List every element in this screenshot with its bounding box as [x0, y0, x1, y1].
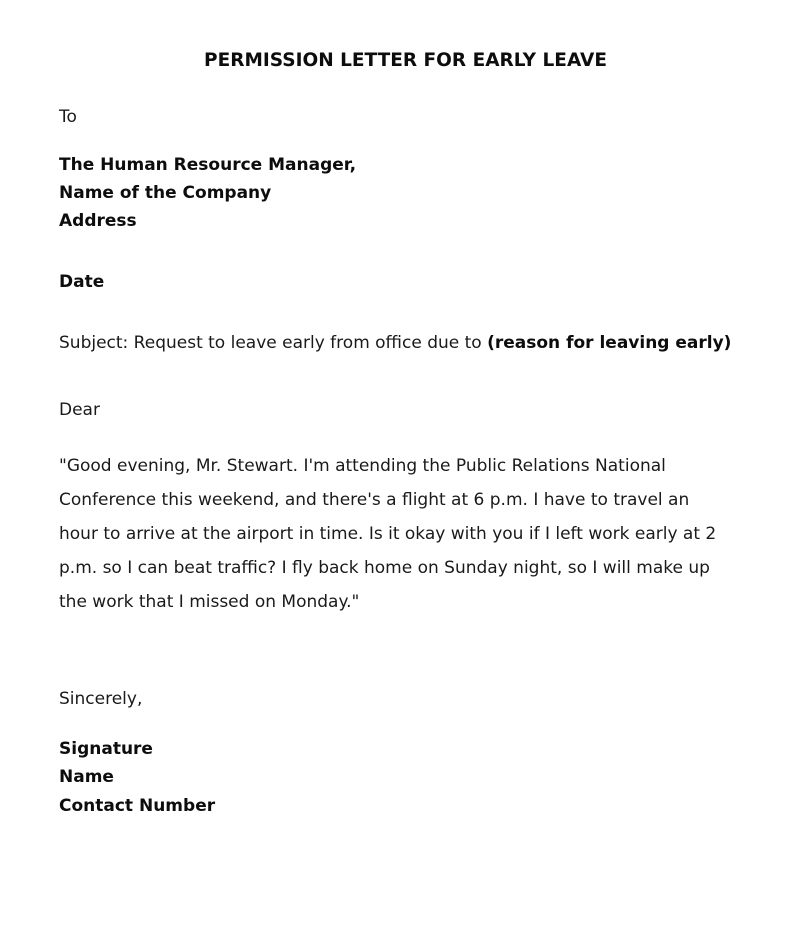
- subject-line: [59, 333, 731, 353]
- letter-title: PERMISSION LETTER FOR EARLY LEAVE: [204, 50, 607, 71]
- letter-body: [59, 449, 749, 619]
- body-line: hour to arrive at the airport in time. Is it okay with you if I left work early at 2: [59, 524, 717, 544]
- body-line: Conference this weekend, and there's a flight at 6 p.m. I have to travel an: [59, 490, 690, 510]
- name-field: Name: [59, 767, 114, 787]
- recipient-company: Name of the Company: [59, 183, 272, 203]
- recipient-address: Address: [59, 211, 137, 231]
- signature-field: Signature: [59, 739, 153, 759]
- body-line: the work that I missed on Monday.": [59, 592, 360, 612]
- date-field: Date: [59, 272, 105, 292]
- to-label: To: [59, 107, 77, 127]
- body-line: p.m. so I can beat traffic? I fly back home on Sunday night, so I will make up: [59, 558, 710, 578]
- body-line: "Good evening, Mr. Stewart. I'm attending the Public Relations National: [59, 456, 666, 476]
- closing: Sincerely,: [59, 689, 143, 709]
- subject-reason-placeholder: (reason for leaving early): [487, 333, 732, 353]
- greeting: Dear: [59, 400, 100, 420]
- contact-number-field: Contact Number: [59, 796, 216, 816]
- recipient-title: The Human Resource Manager,: [59, 155, 357, 175]
- subject-prefix: Subject: Request to leave early from office due to: [59, 333, 488, 353]
